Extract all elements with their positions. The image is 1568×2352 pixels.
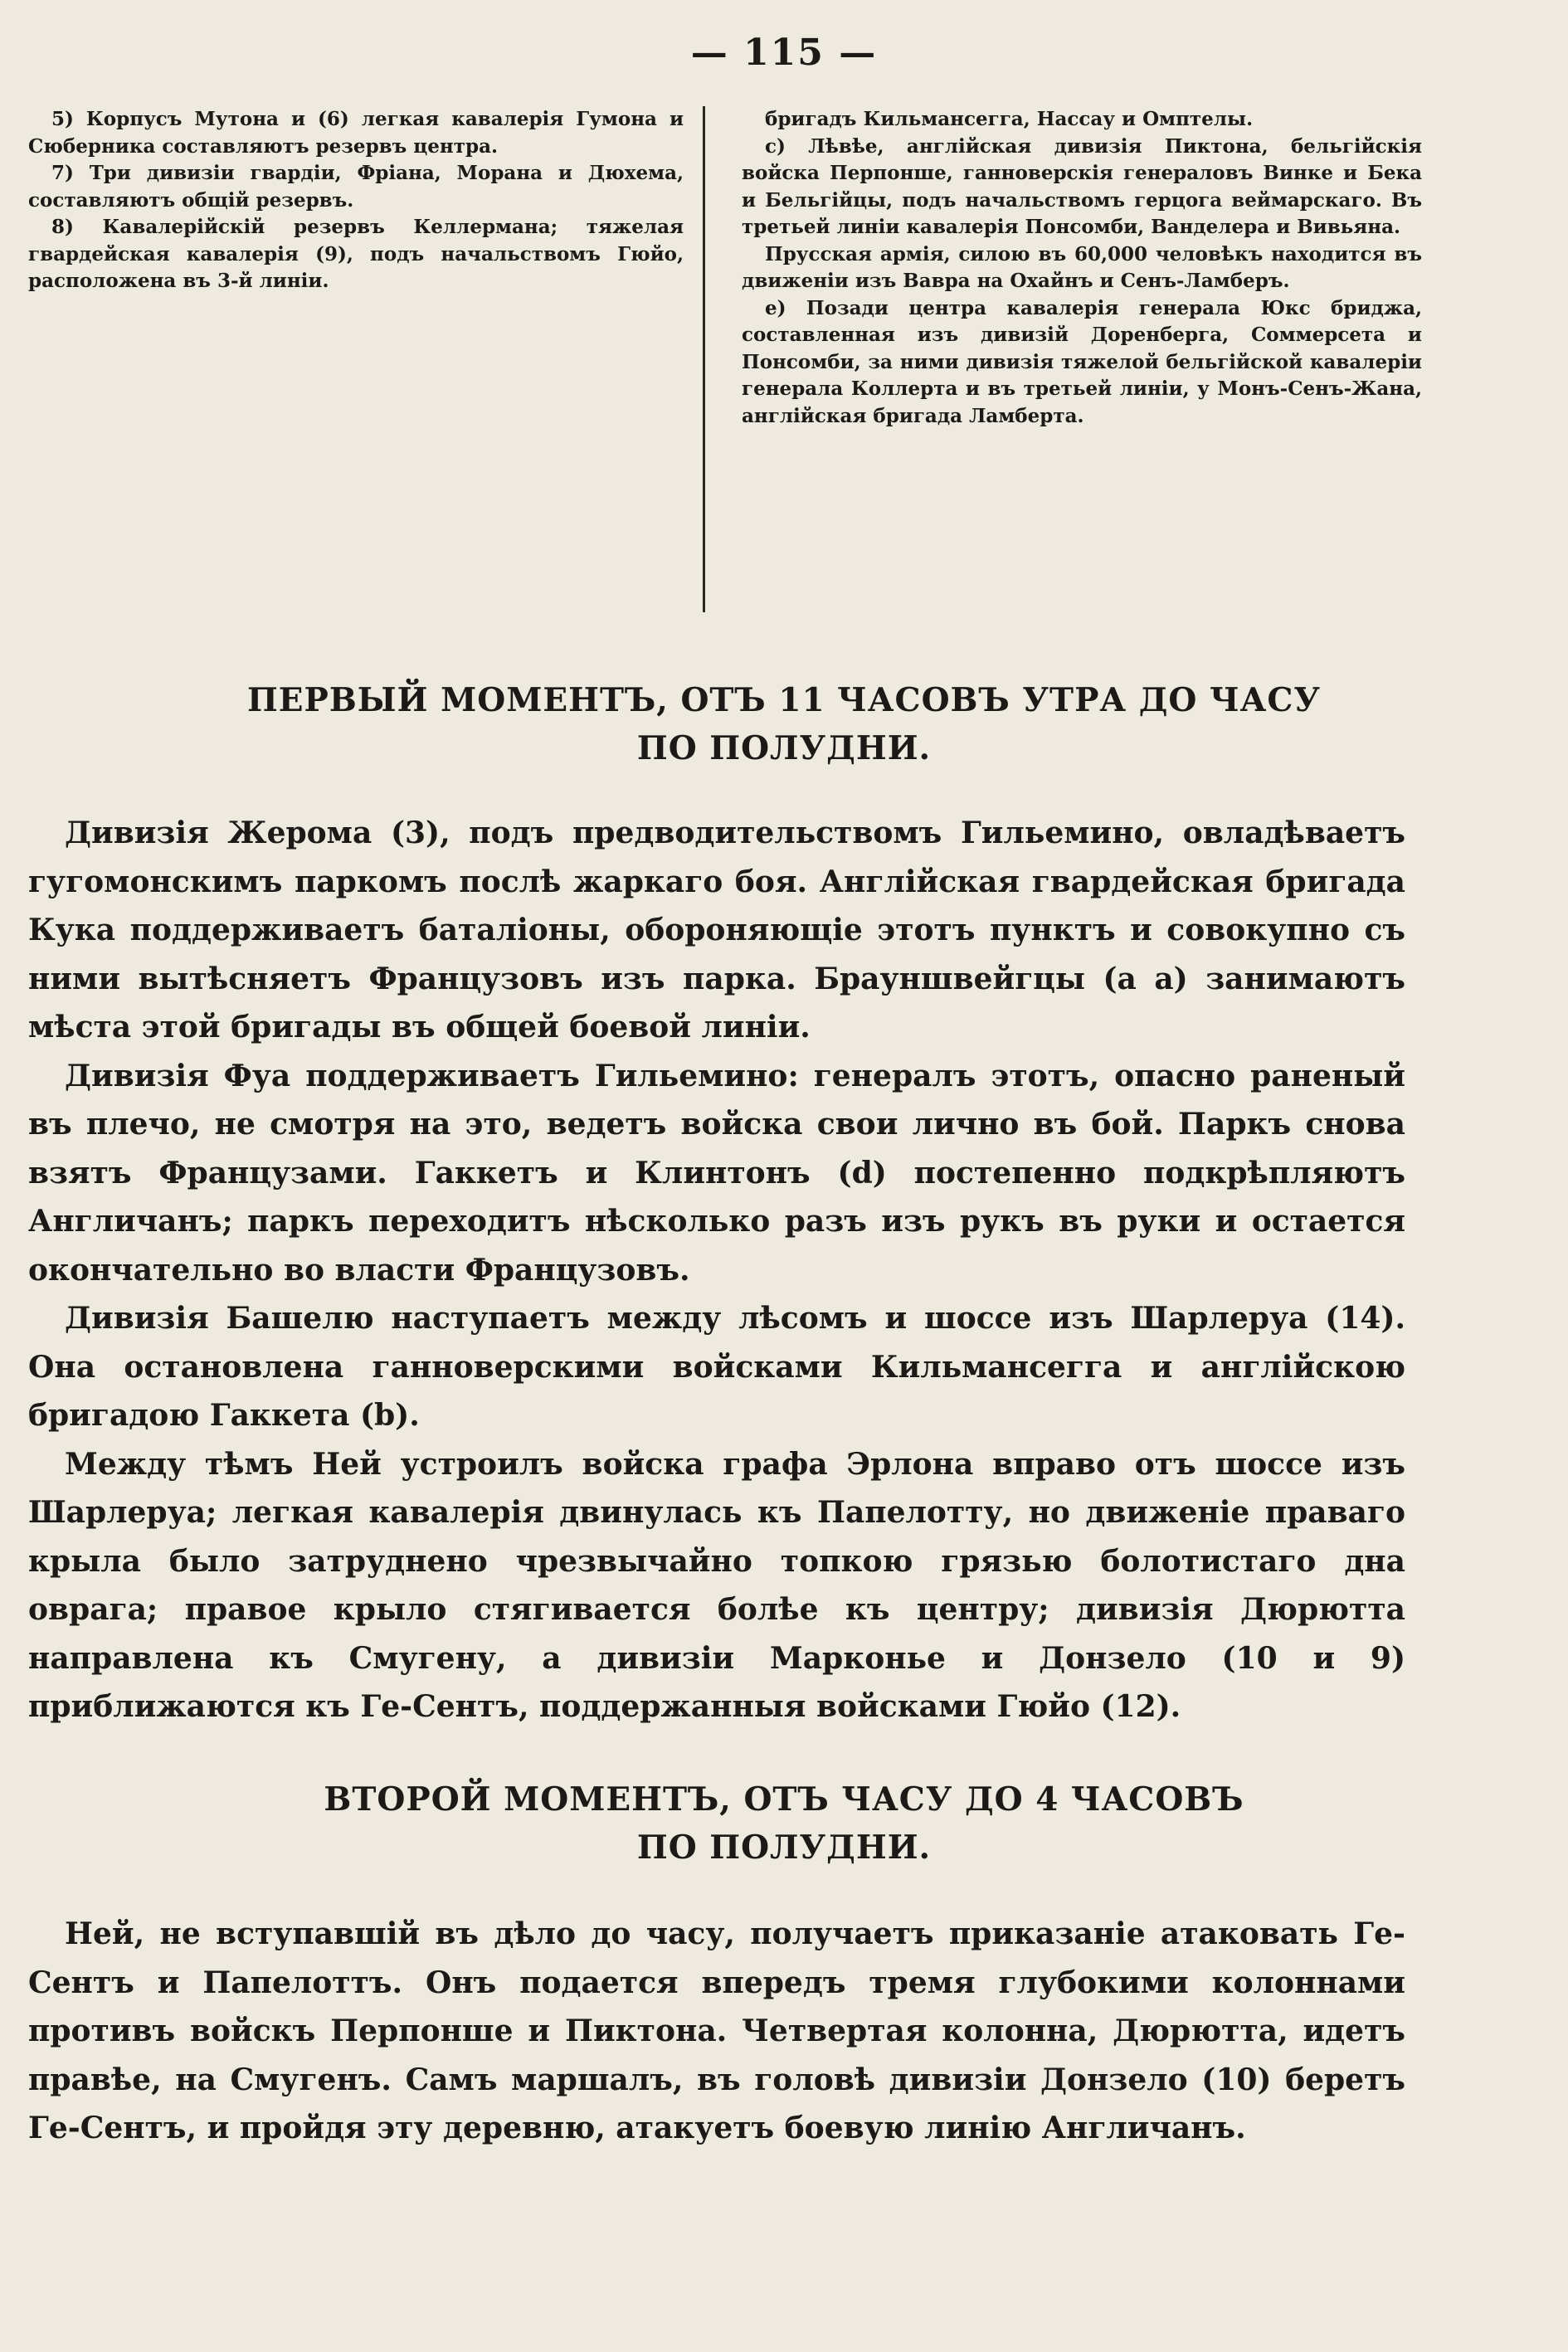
section-title-line: ПО ПОЛУДНИ. <box>636 729 932 767</box>
footnotes-left-column <box>28 106 684 295</box>
footnotes-right-column <box>742 106 1422 430</box>
section-1-body <box>28 809 1405 1731</box>
section-2-title <box>0 1775 1568 1872</box>
footnote: Прусская армія, силою въ 60,000 человѣкъ находится въ движеніи изъ Вавра на Охайнъ и Сенъ-Ламберъ. <box>742 242 1422 292</box>
section-2-body <box>28 1910 1405 2153</box>
section-title-line: ПЕРВЫЙ МОМЕНТЪ, ОТЪ 11 ЧАСОВЪ УТРА ДО ЧАСУ <box>246 681 1322 719</box>
footnotes <box>28 106 1422 612</box>
paragraph: Ней, не вступавшій въ дѣло до часу, получаетъ приказаніе атаковать Ге-Сентъ и Папелоттъ. Онъ подается впередъ тремя глубокими колоннами противъ войскъ Перпонше и Пиктона. Четвертая колонна, Дюрютта, идетъ правѣе, на Смугенъ. Самъ маршалъ, въ головѣ дивизіи Донзело (10) беретъ Ге-Сентъ, и пройдя эту деревню, атакуетъ боевую линію Англичанъ. <box>28 1916 1405 2145</box>
paragraph: Дивизія Жерома (3), подъ предводительствомъ Гильемино, овладѣваетъ гугомонскимъ паркомъ послѣ жаркаго боя. Англійская гвардейская бригада Кука поддерживаетъ баталіоны, обороняющіе этотъ пунктъ и совокупно съ ними вытѣсняетъ Французовъ изъ парка. Брауншвейгцы (a a) занимаютъ мѣста этой бригады въ общей боевой линіи. <box>28 816 1405 1045</box>
footnote: 5) Корпусъ Мутона и (6) легкая кавалерія Гумона и Сюберника составляютъ резервъ центра. <box>28 108 684 158</box>
footnote: e) Позади центра кавалерія генерала Юкс бриджа, составленная изъ дивизій Доренберга, Соммерсета и Понсомби, за ними дивизія тяжелой бельгійской кавалеріи генерала Коллерта и въ третьей линіи, у Монъ-Сенъ-Жана, англійская бригада Ламберта. <box>742 296 1422 427</box>
footnote: c) Лѣвѣе, англійская дивизія Пиктона, бельгійскія войска Перпонше, ганноверскія генераловъ Винке и Бека и Бельгійцы, подъ начальствомъ герцога веймарскаго. Въ третьей линіи кавалерія Понсомби, Ванделера и Вивьяна. <box>742 134 1422 238</box>
section-title-line: ВТОРОЙ МОМЕНТЪ, ОТЪ ЧАСУ ДО 4 ЧАСОВЪ <box>324 1780 1244 1819</box>
column-divider <box>703 106 705 612</box>
footnote: бригадъ Кильмансегга, Нассау и Омптелы. <box>765 108 1254 130</box>
paragraph: Дивизія Фуа поддерживаетъ Гильемино: генералъ этотъ, опасно раненый въ плечо, не смотря на это, ведетъ войска свои лично въ бой. Паркъ снова взятъ Французами. Гаккетъ и Клинтонъ (d) постепенно подкрѣпляютъ Англичанъ; паркъ переходитъ нѣсколько разъ изъ рукъ въ руки и остается окончательно во власти Французовъ. <box>28 1058 1405 1288</box>
section-title-line: ПО ПОЛУДНИ. <box>636 1829 932 1867</box>
footnote: 8) Кавалерійскій резервъ Келлермана; тяжелая гвардейская кавалерія (9), подъ начальствомъ Гюйо, расположена въ 3-й линіи. <box>28 216 684 292</box>
footnote: 7) Три дивизіи гвардіи, Фріана, Морана и Дюхема, составляютъ общій резервъ. <box>28 162 684 212</box>
section-1-title <box>0 676 1568 772</box>
paragraph: Дивизія Башелю наступаетъ между лѣсомъ и шоссе изъ Шарлеруа (14). Она остановлена ганноверскими войсками Кильмансегга и англійскою бригадою Гаккета (b). <box>28 1301 1405 1433</box>
paragraph: Между тѣмъ Ней устроилъ войска графа Эрлона вправо отъ шоссе изъ Шарлеруа; легкая кавалерія двинулась къ Папелотту, но движеніе праваго крыла было затруднено чрезвычайно топкою грязью болотистаго дна оврага; правое крыло стягивается болѣе къ центру; дивизія Дюрютта направлена къ Смугену, а дивизіи Марконье и Донзело (10 и 9) приближаются къ Ге-Сентъ, поддержанныя войсками Гюйо (12). <box>28 1446 1405 1724</box>
page-number: — 115 — <box>690 32 878 74</box>
